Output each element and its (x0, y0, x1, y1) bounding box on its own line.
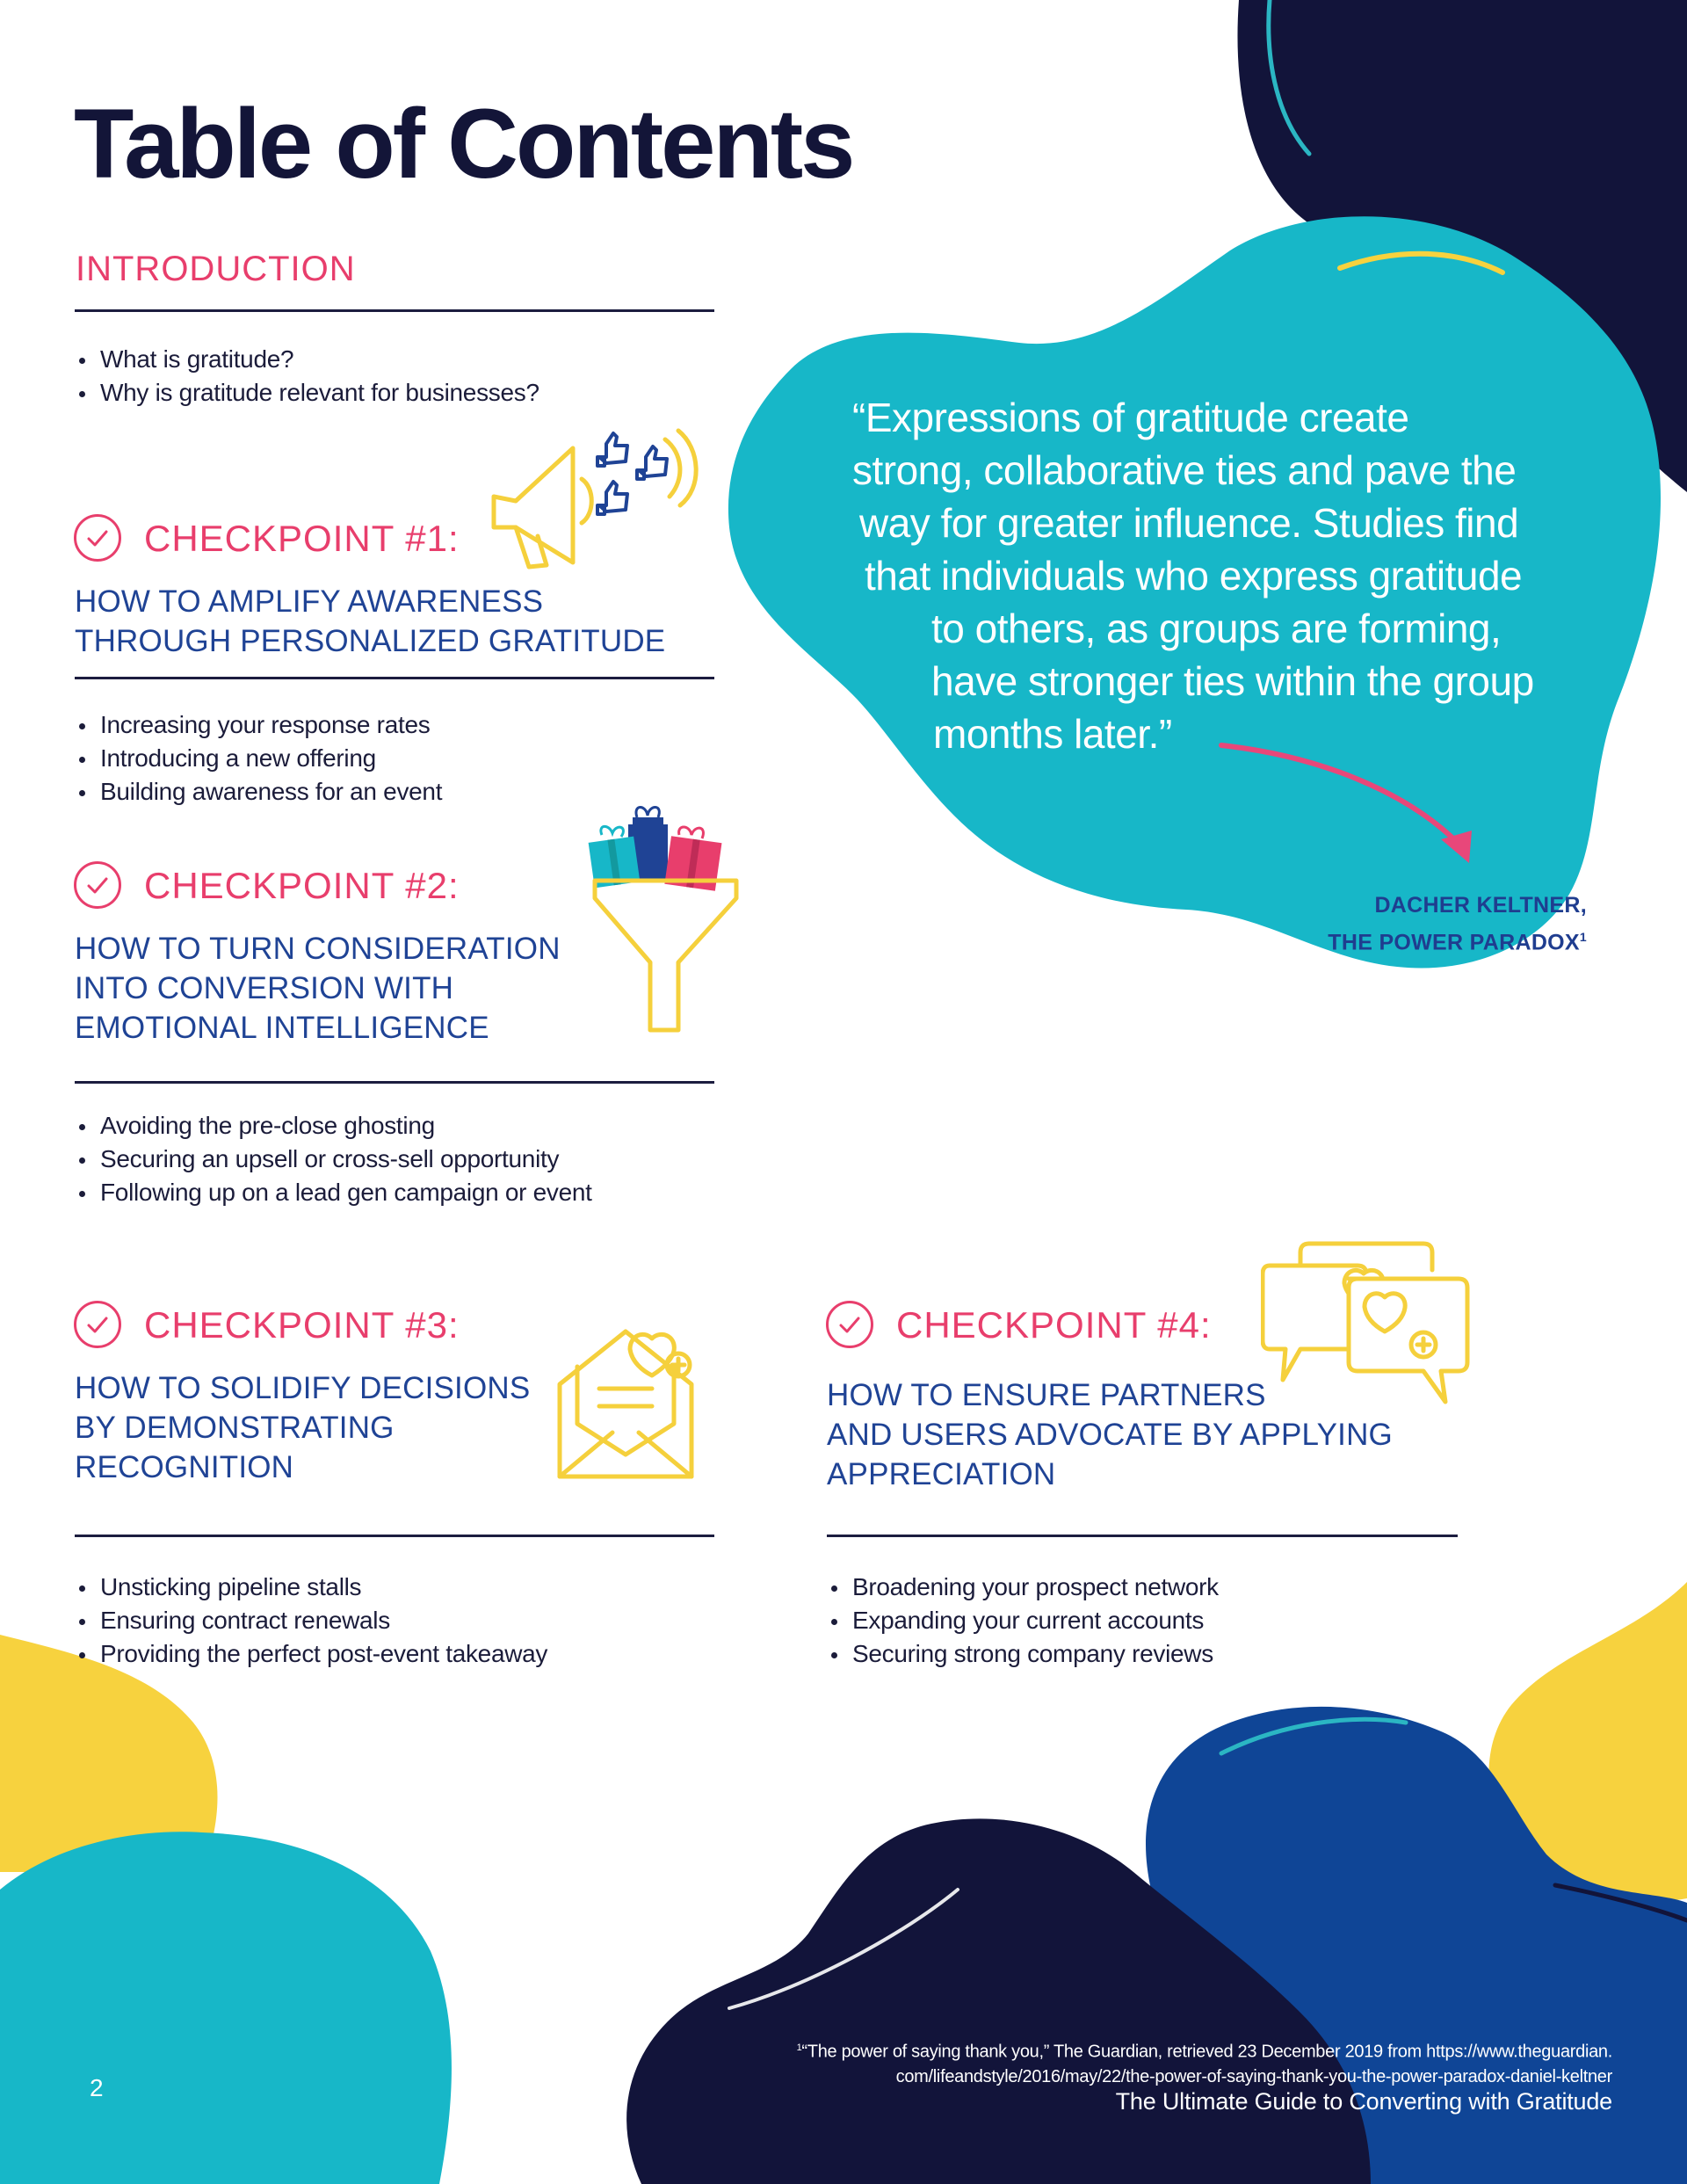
list-item: Securing strong company reviews (828, 1637, 1219, 1671)
list-item: Broadening your prospect network (828, 1571, 1219, 1604)
footnote-line-1: $^1$“The power of saying thank you,” The Guardian, retrieved 23 December 2019 from https://www.theguardian. (796, 2042, 1612, 2062)
quote-block (852, 391, 1625, 760)
checkpoint-4-title: CHECKPOINT #4: (896, 1304, 1212, 1346)
checkpoint-3-divider (75, 1535, 714, 1537)
quote-line: strong, collaborative ties and pave the (852, 447, 1517, 493)
quote-line: have stronger ties within the group (931, 658, 1534, 704)
checkpoint-1-bullet-list (76, 708, 442, 809)
page-number: 2 (90, 2074, 104, 2101)
checkpoint-2-subtitle (75, 929, 561, 1048)
subtitle-line: INTO CONVERSION WITH (75, 971, 454, 1005)
quote-line: to others, as groups are forming, (931, 606, 1502, 651)
subtitle-line: BY DEMONSTRATING (75, 1411, 395, 1445)
quote-line: that individuals who express gratitude (865, 553, 1523, 599)
quote-line: “Expressions of gratitude create (852, 395, 1409, 440)
quote-attribution (1328, 889, 1587, 958)
list-item: What is gratitude? (76, 343, 539, 376)
checkpoint-1-divider (75, 677, 714, 679)
introduction-divider (75, 309, 714, 312)
checkpoint-4-bullet-list (828, 1571, 1219, 1671)
list-item: Avoiding the pre-close ghosting (76, 1109, 592, 1143)
checkpoint-4-divider (827, 1535, 1458, 1537)
subtitle-line: HOW TO SOLIDIFY DECISIONS (75, 1371, 531, 1405)
quote-source: THE POWER PARADOX$^1$ (1328, 930, 1587, 955)
subtitle-line: HOW TO TURN CONSIDERATION (75, 932, 561, 966)
list-item: Securing an upsell or cross-sell opportunity (76, 1143, 592, 1176)
subtitle-line: RECOGNITION (75, 1450, 294, 1484)
list-item: Providing the perfect post-event takeaway (76, 1637, 547, 1671)
checkpoint-2-title: CHECKPOINT #2: (144, 865, 460, 906)
check-circle-icon (74, 1301, 121, 1348)
megaphone-thumbs-up-icon (485, 417, 713, 576)
checkpoint-2-divider (75, 1081, 714, 1084)
list-item: Unsticking pipeline stalls (76, 1571, 547, 1604)
footnote-line-2: com/lifeandstyle/2016/may/22/the-power-of-saying-thank-you-the-power-paradox-daniel-keltner (895, 2066, 1612, 2086)
checkpoint-1-subtitle (75, 582, 665, 661)
checkpoint-3-subtitle (75, 1368, 530, 1487)
list-item: Ensuring contract renewals (76, 1604, 547, 1637)
teal-blob-bottom-left (0, 1832, 452, 2184)
subtitle-line: EMOTIONAL INTELLIGENCE (75, 1011, 489, 1045)
check-circle-icon (74, 514, 121, 562)
check-circle-icon (826, 1301, 873, 1348)
quote-author: DACHER KELTNER, (1374, 893, 1587, 918)
quote-line: months later.” (933, 711, 1172, 757)
list-item: Why is gratitude relevant for businesses? (76, 376, 539, 410)
checkpoint-1-title: CHECKPOINT #1: (144, 518, 460, 559)
list-item: Building awareness for an event (76, 775, 442, 809)
quote-line: way for greater influence. Studies find (859, 500, 1519, 546)
subtitle-line: HOW TO ENSURE PARTNERS (827, 1378, 1266, 1412)
footnote (690, 2035, 1612, 2089)
subtitle-line: THROUGH PERSONALIZED GRATITUDE (75, 624, 666, 658)
introduction-bullet-list (76, 343, 539, 410)
checkpoint-2-bullet-list (76, 1109, 592, 1209)
guide-title-footer: The Ultimate Guide to Converting with Gratitude (1115, 2088, 1612, 2115)
check-circle-icon (74, 861, 121, 909)
page-title: Table of Contents (74, 89, 853, 199)
heart-envelope-icon (555, 1323, 705, 1481)
subtitle-line: AND USERS ADVOCATE BY APPLYING (827, 1418, 1393, 1452)
checkpoint-3-title: CHECKPOINT #3: (144, 1304, 460, 1346)
footnote-marker: 1 (1579, 930, 1587, 944)
heart-speech-bubbles-icon (1261, 1235, 1472, 1411)
list-item: Increasing your response rates (76, 708, 442, 742)
footnote-marker: 1 (796, 2043, 802, 2053)
list-item: Expanding your current accounts (828, 1604, 1219, 1637)
list-item: Introducing a new offering (76, 742, 442, 775)
introduction-heading: INTRODUCTION (76, 250, 356, 288)
checkpoint-3-bullet-list (76, 1571, 547, 1671)
subtitle-line: APPRECIATION (827, 1457, 1056, 1491)
list-item: Following up on a lead gen campaign or event (76, 1176, 592, 1209)
gift-funnel-icon (584, 800, 747, 1033)
subtitle-line: HOW TO AMPLIFY AWARENESS (75, 584, 544, 619)
